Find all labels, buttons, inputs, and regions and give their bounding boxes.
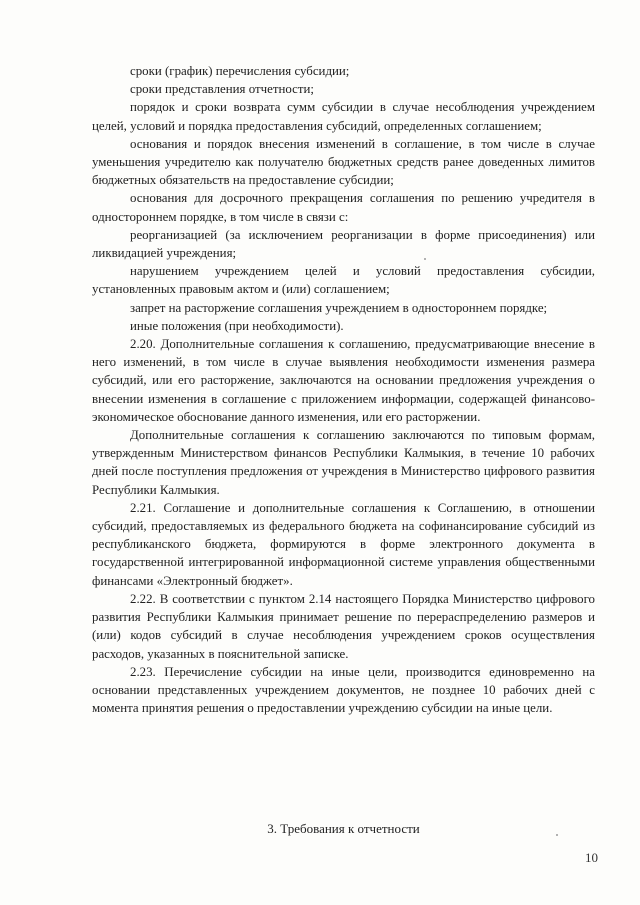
section-title: 3. Требования к отчетности [267,821,420,836]
paragraph-amendment-grounds: основания и порядок внесения изменений в соглашение, в том числе в случае уменьшения учредителю как получателю бюджетных средств ранее доведенных лимитов бюджетных обязательств на предоставление субсидии; [92,136,595,188]
paragraph-return-procedure: порядок и сроки возврата сумм субсидии в случае несоблюдения учреждением целей, условий и порядка предоставления субсидий, определенных соглашением; [92,100,595,133]
paragraph-schedule: сроки (график) перечисления субсидии; [130,64,350,78]
page-number: 10 [585,850,598,865]
document-body [92,62,595,717]
paragraph-reorganization: реорганизацией (за исключением реорганизации в форме присоединения) или ликвидацией учреждения; [92,227,595,261]
paragraph-early-termination: основания для досрочного прекращения соглашения по решению учредителя в одностороннем порядке, в том числе в связи с: [92,191,595,224]
paragraph-2-23: 2.23. Перечисление субсидии на иные цели, производится единовременно на основании представленных учреждением документов, не позднее 10 рабочих дней с момента принятия решения о предоставлении учреждению субсидии на иные цели. [92,664,595,716]
paragraph-2-20: 2.20. Дополнительные соглашения к соглашению, предусматривающие внесение в него изменений, в том числе в случае выявления необходимости изменения размера субсидий, или его расторжение, заключаются на основании предложения учреждения о внесении изменения в соглашение с приложением информации, содержащей финансово-экономическое обоснование данного изменения, или его расторжении. [92,337,595,424]
paragraph-termination-ban: запрет на расторжение соглашения учреждением в одностороннем порядке; [130,300,548,315]
paragraph-2-20-forms: Дополнительные соглашения к соглашению заключаются по типовым формам, утвержденным Министерством финансов Республики Калмыкия, в течение 10 рабочих дней после поступления предложения от учреждения в Министерство цифрового развития Республики Калмыкия. [92,428,595,497]
paragraph-violation: нарушением учреждением целей и условий предоставления субсидии, установленных правовым актом и (или) соглашением; [92,264,595,297]
paragraph-2-21: 2.21. Соглашение и дополнительные соглашения к Соглашению, в отношении субсидий, предоставляемых из федерального бюджета на софинансирование субсидий из республиканского бюджета, формируются в форме электронного документа в государственной интегрированной информационной системе управления общественными финансами «Электронный бюджет». [92,500,595,588]
paragraph-other-provisions: иные положения (при необходимости). [130,318,344,333]
scan-speck [424,258,426,260]
paragraph-reporting-deadlines: сроки представления отчетности; [130,82,314,97]
scan-speck [556,834,558,836]
paragraph-2-22: 2.22. В соответствии с пунктом 2.14 настоящего Порядка Министерство цифрового развития Республики Калмыкия принимает решение по перераспределению размеров и (или) кодов субсидий в случае несоблюдения учреждением сроков осуществления расходов, указанных в пояснительной записке. [92,591,595,661]
